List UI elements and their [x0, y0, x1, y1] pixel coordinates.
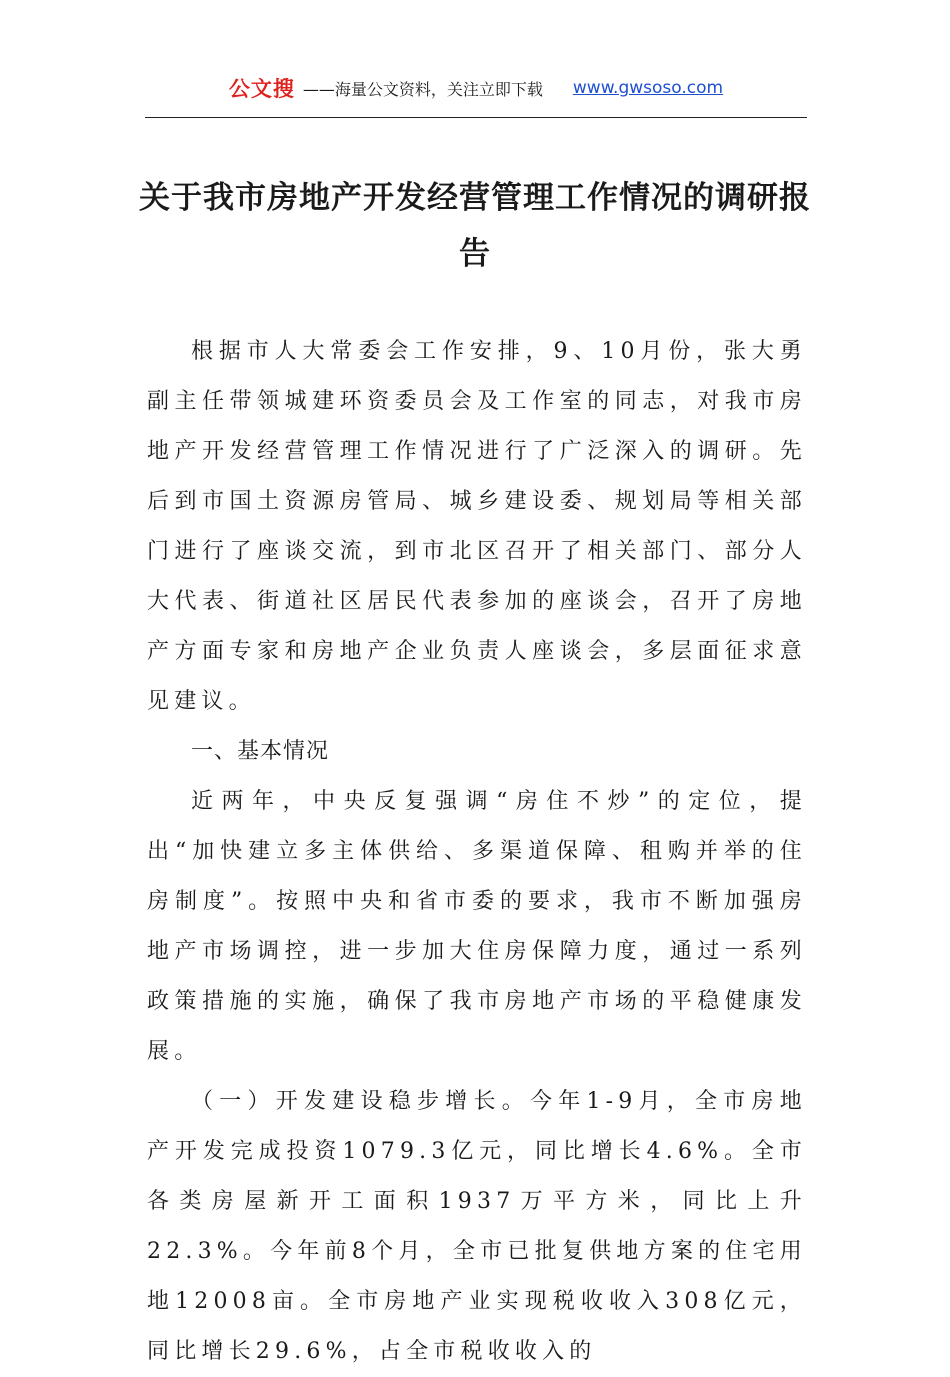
header-tagline: ——海量公文资料，关注立即下载 [302, 79, 543, 99]
website-link[interactable]: www.gwsoso.com [572, 78, 724, 98]
intro-paragraph: 根据市人大常委会工作安排，9、10月份，张大勇副主任带领城建环资委员会及工作室的同志，对我市房地产开发经营管理工作情况进行了广泛深入的调研。先后到市国土资源房管局、城乡建设委、规划局等相关部门进行了座谈交流，到市北区召开了相关部门、部分人大代表、街道社区居民代表参加的座谈会，召开了房地产方面专家和房地产企业负责人座谈会，多层面征求意见建议。 [147, 339, 807, 714]
basic-situation-paragraph: 近两年，中央反复强调“房住不炒”的定位，提出“加快建立多主体供给、多渠道保障、租购并举的住房制度”。按照中央和省市委的要求，我市不断加强房地产市场调控，进一步加大住房保障力度，通过一系列政策措施的实施，确保了我市房地产市场的平稳健康发展。 [147, 789, 807, 1064]
document-title: 关于我市房地产开发经营管理工作情况的调研报告 [139, 180, 811, 272]
document-body [147, 327, 807, 1377]
subsection-text: 今年1-9月，全市房地产开发完成投资1079.3亿元，同比增长4.6%。全市各类房屋新开工面积1937万平方米，同比上升22.3%。今年前8个月，全市已批复供地方案的住宅用地12008亩。全市房地产业实现税收收入308亿元，同比增长29.6%，占全市税收收入的 [147, 1089, 807, 1364]
section-heading-basic-situation: 一、基本情况 [191, 739, 330, 764]
development-growth-paragraph [147, 1077, 807, 1377]
subsection-lead: （一）开发建设稳步增长。 [191, 1089, 530, 1114]
header-divider [145, 117, 807, 118]
brand-logo-text: 公文搜 [228, 77, 295, 101]
page-header [145, 66, 807, 110]
